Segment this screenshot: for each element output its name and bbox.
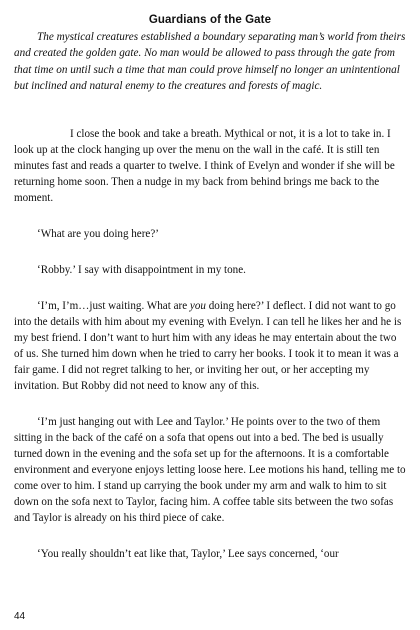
body-text [14, 126, 408, 582]
paragraph-6: ‘You really shouldn’t eat like that, Taylor,’ Lee says concerned, ‘our [37, 548, 339, 560]
page-number: 44 [14, 611, 26, 622]
paragraph-4 [14, 298, 408, 394]
paragraph-1: I close the book and take a breath. Mythical or not, it is a lot to take in. I look up at the clock hanging up over the menu on the wall in the café. It is still ten minutes fast and reads a quarter to twelve. I think of Evelyn and wonder if she will be returning home soon. Then a nudge in my back from behind brings me back to the moment. [14, 128, 395, 204]
epigraph: The mystical creatures established a boundary separating man’s world from theirs and created the golden gate. No man would be allowed to pass through the gate from that time on until such a time that man could prove himself no longer an unintentional but inclined and natural enemy to the creatures and forests of magic. [14, 31, 406, 92]
paragraph-4-end: doing here?’ I deflect. I did not want to go into the details with him about my evening with Evelyn. I can tell he likes her and he is my best friend. I don’t want to hurt him with any ideas he may entertain about the two of us. She turned him down when he tried to carry her books. I took it to mean it was a fair game. I did not regret talking to her, or inviting her out, or her accepting my invitation. But Robby did not need to know any of this. [14, 300, 402, 392]
emphasis-you: you [189, 300, 206, 312]
paragraph-5: ‘I’m just hanging out with Lee and Taylor.’ He points over to the two of them sitting in the back of the café on a sofa that opens out into a bed. The bed is usually turned down in the evening and the sofa set up for the afternoons. It is a comfortable environment and everyone enjoys letting loose here. Lee motions his hand, telling me to come over to him. I stand up carrying the book under my arm and walk to him to sit down on the sofa next to Taylor, facing him. A coffee table sits between the two sofas and Taylor is already on his third piece of cake. [14, 416, 406, 524]
paragraph-2: ‘What are you doing here?’ [37, 228, 159, 240]
chapter-title: Guardians of the Gate [148, 14, 272, 26]
paragraph-3: ‘Robby.’ I say with disappointment in my tone. [37, 264, 246, 276]
paragraph-4-start: ‘I’m, I’m…just waiting. What are [37, 300, 190, 312]
